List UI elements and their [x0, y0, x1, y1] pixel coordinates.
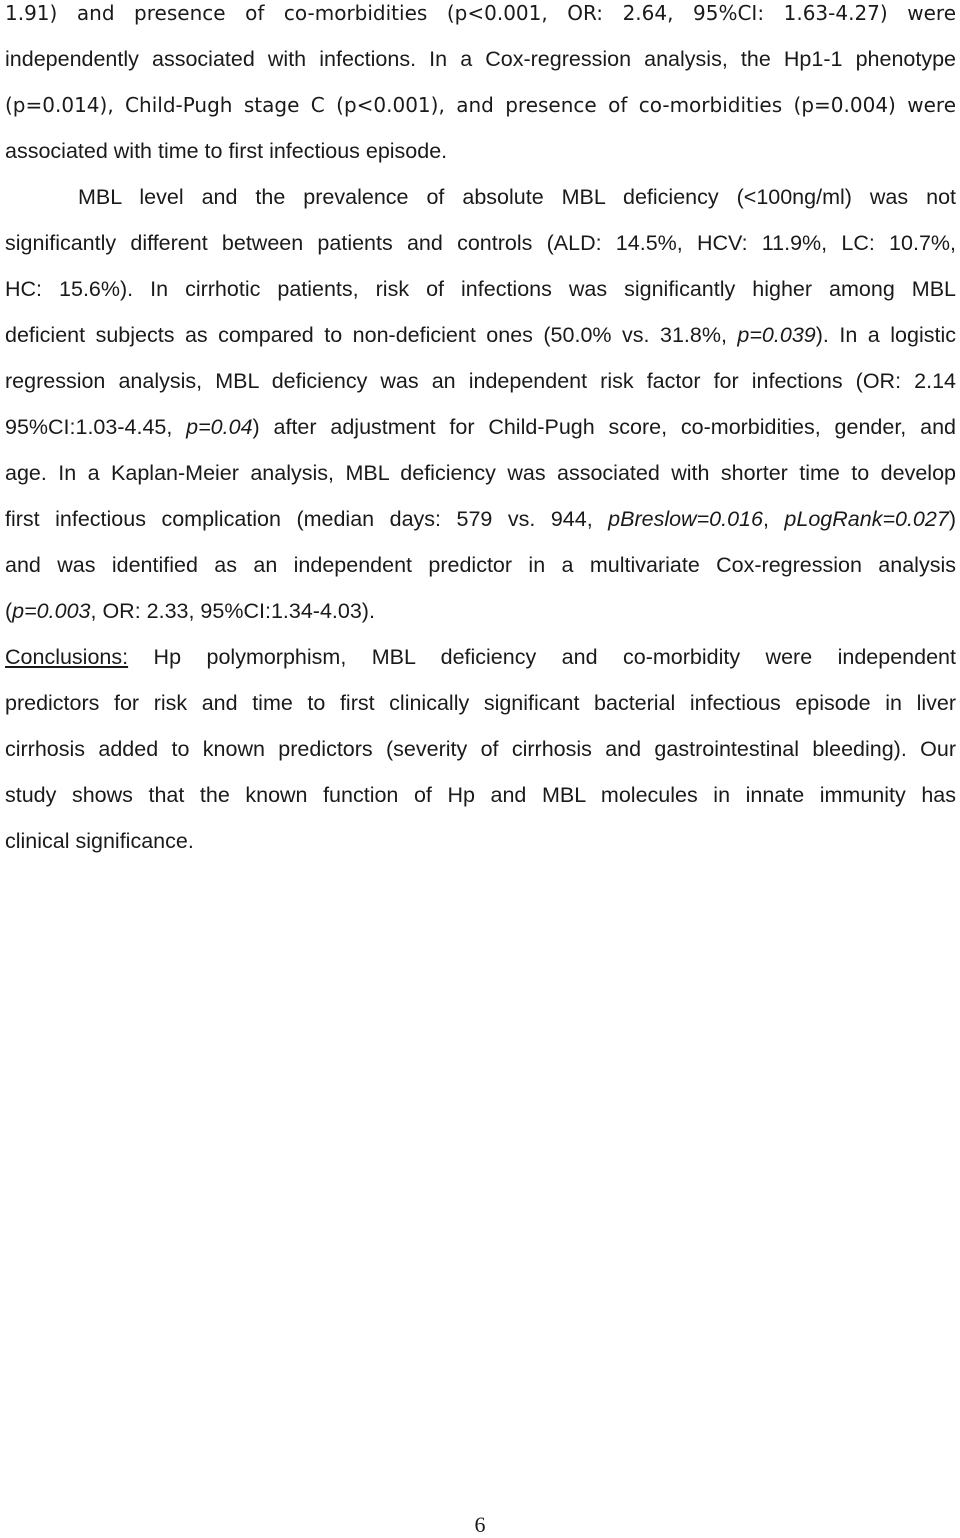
text-line-12: first infectious complication (median days: 579 vs. 944, pBreslow=0.016, pLogRank=0.027) [5, 507, 956, 531]
text-line-8: deficient subjects as compared to non-deficient ones (50.0% vs. 31.8%, p=0.039). In a logistic [5, 323, 956, 347]
text-line-6: significantly different between patients and controls (ALD: 14.5%, HCV: 11.9%, LC: 10.7%, [5, 231, 956, 255]
text-line-5: MBL level and the prevalence of absolute MBL deficiency (<100ng/ml) was not [78, 185, 956, 209]
conclusions-line-3: cirrhosis added to known predictors (severity of cirrhosis and gastrointestinal bleeding). Our [5, 737, 956, 761]
conclusions-line-2: predictors for risk and time to first clinically significant bacterial infectious episode in liver [5, 691, 956, 715]
conclusions-line-4: study shows that the known function of Hp and MBL molecules in innate immunity has [5, 783, 956, 807]
conclusions-line-5: clinical significance. [5, 829, 194, 853]
page-number: 6 [474, 1512, 486, 1537]
conclusions-line-1: Conclusions: Hp polymorphism, MBL deficiency and co-morbidity were independent [5, 645, 956, 669]
text-line-13: and was identified as an independent predictor in a multivariate Cox-regression analysis [5, 553, 956, 577]
text-line-2: independently associated with infections. In a Cox-regression analysis, the Hp1-1 phenotype [5, 47, 956, 71]
text-line-3: (p=0.014), Child-Pugh stage C (p<0.001), and presence of co-morbidities (p=0.004) were [5, 93, 956, 117]
text-line-4: associated with time to first infectious episode. [5, 139, 448, 163]
conclusions-heading: Conclusions: [5, 645, 129, 669]
text-line-14: (p=0.003, OR: 2.33, 95%CI:1.34-4.03). [5, 599, 375, 623]
text-line-9: regression analysis, MBL deficiency was an independent risk factor for infections (OR: 2.14 [5, 369, 956, 393]
text-line-10: 95%CI:1.03-4.45, p=0.04) after adjustment for Child-Pugh score, co-morbidities, gender, and [5, 415, 956, 439]
text-line-1: 1.91) and presence of co-morbidities (p<0.001, OR: 2.64, 95%CI: 1.63-4.27) were [5, 1, 956, 25]
text-line-11: age. In a Kaplan-Meier analysis, MBL deficiency was associated with shorter time to develop [5, 461, 956, 485]
text-line-7: HC: 15.6%). In cirrhotic patients, risk of infections was significantly higher among MBL [5, 277, 956, 301]
